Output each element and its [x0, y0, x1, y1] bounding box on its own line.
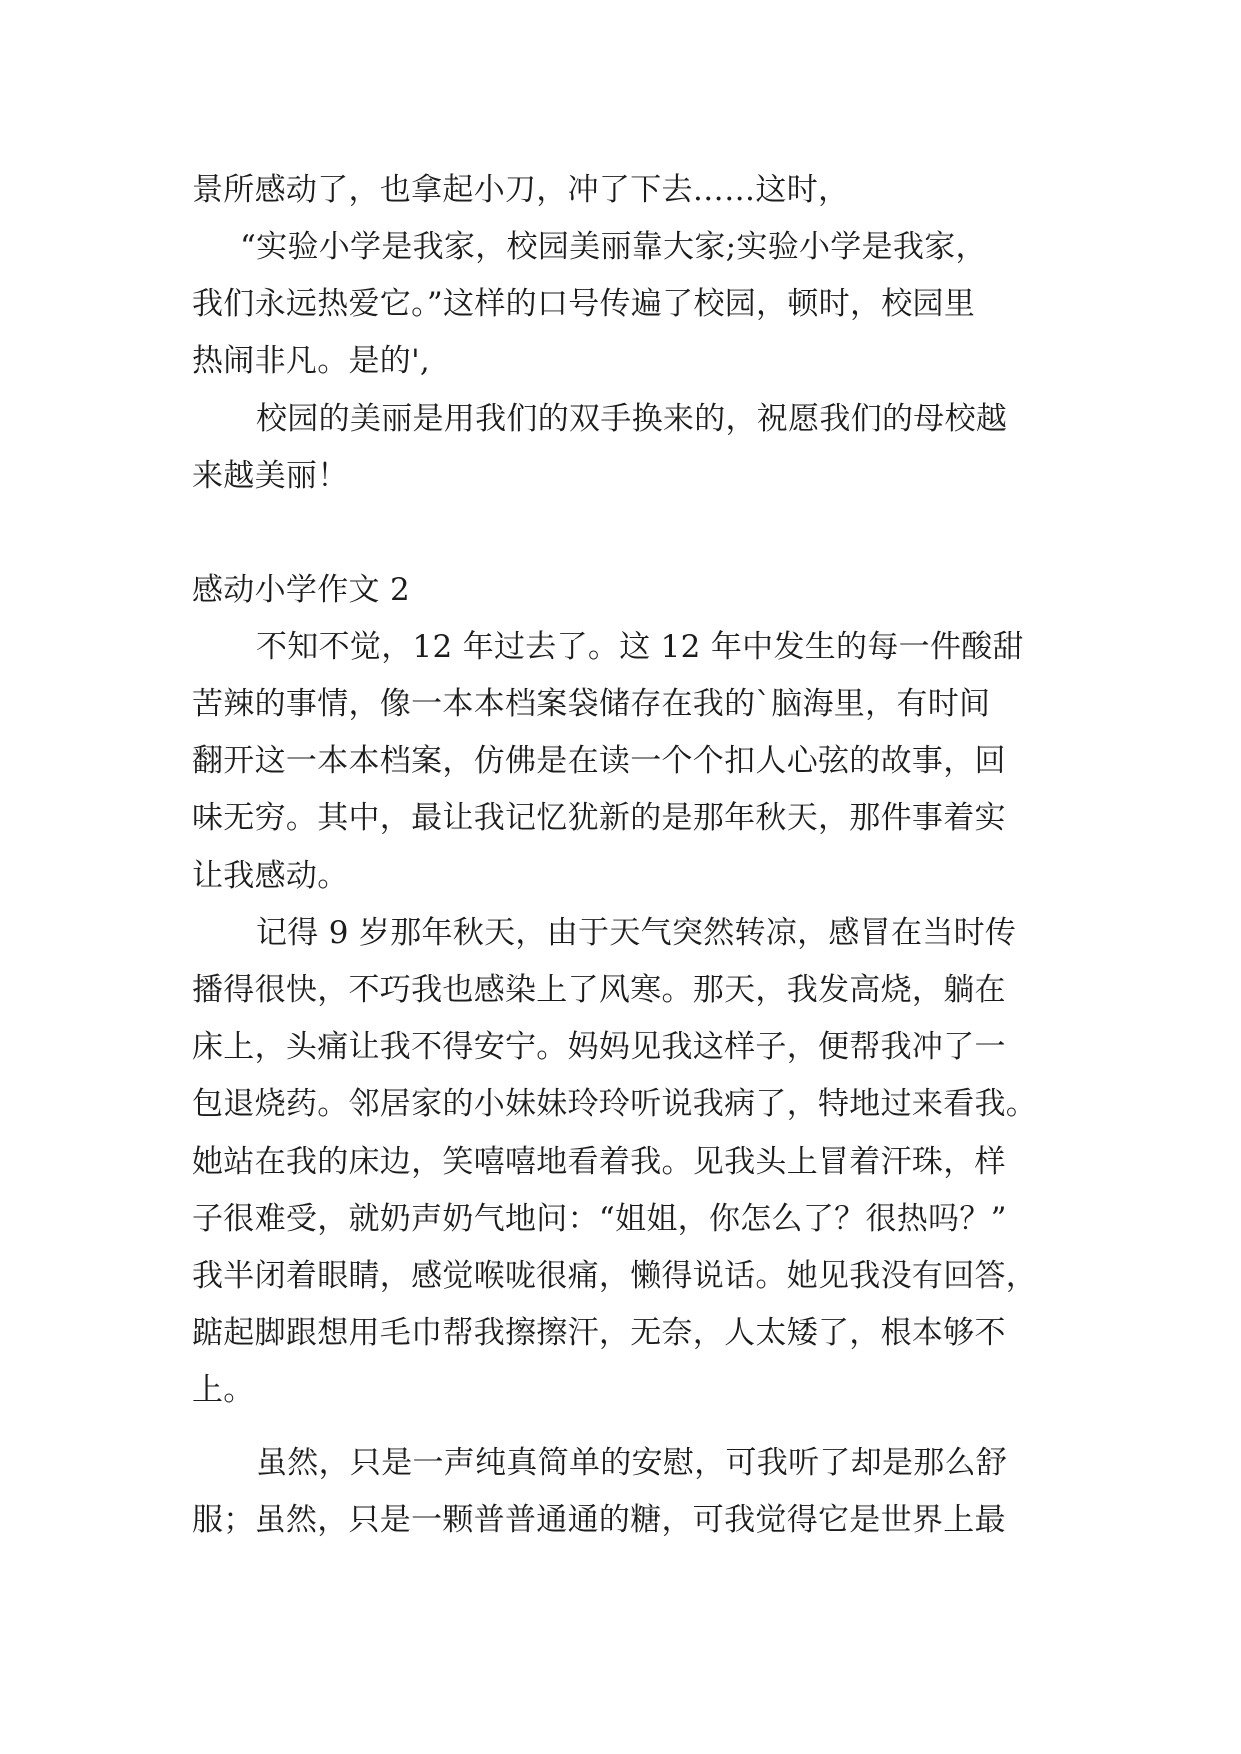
- text-line: 虽然，只是一声纯真简单的安慰，可我听了却是那么舒: [256, 1445, 1008, 1481]
- text-line: 子很难受，就奶声奶气地问：“姐姐，你怎么了？很热吗？”: [192, 1201, 1007, 1237]
- text-line: 包退烧药。邻居家的小妹妹玲玲听说我病了，特地过来看我。: [192, 1086, 1038, 1122]
- text-line: 我半闭着眼睛，感觉喉咙很痛，懒得说话。她见我没有回答，: [192, 1258, 1038, 1294]
- text-line: 让我感动。: [192, 858, 349, 894]
- text-line: 踮起脚跟想用毛巾帮我擦擦汗，无奈，人太矮了，根本够不: [192, 1315, 1006, 1351]
- text-line: “实验小学是我家，校园美丽靠大家;实验小学是我家，: [240, 229, 987, 265]
- section-heading: 感动小学作文 2: [192, 572, 410, 608]
- text-line: 热闹非凡。是的',: [192, 343, 431, 379]
- text-line: 上。: [192, 1372, 255, 1408]
- text-line: 不知不觉，12 年过去了。这 12 年中发生的每一件酸甜: [256, 629, 1024, 665]
- text-line: 味无穷。其中，最让我记忆犹新的是那年秋天，那件事着实: [192, 800, 1006, 836]
- text-line: 播得很快，不巧我也感染上了风寒。那天，我发高烧，躺在: [192, 972, 1006, 1008]
- text-line: 服；虽然，只是一颗普普通通的糖，可我觉得它是世界上最: [192, 1502, 1006, 1538]
- text-line: 记得 9 岁那年秋天，由于天气突然转凉，感冒在当时传: [256, 915, 1017, 951]
- text-line: 来越美丽！: [192, 458, 349, 494]
- text-line: 景所感动了，也拿起小刀，冲了下去……这时，: [192, 172, 850, 208]
- text-line: 她站在我的床边，笑嘻嘻地看着我。见我头上冒着汗珠，样: [192, 1144, 1006, 1180]
- text-line: 床上，头痛让我不得安宁。妈妈见我这样子，便帮我冲了一: [192, 1029, 1006, 1065]
- text-line: 我们永远热爱它。”这样的口号传遍了校园，顿时，校园里: [192, 286, 976, 322]
- text-line: 翻开这一本本档案，仿佛是在读一个个扣人心弦的故事，回: [192, 743, 1006, 779]
- text-line: 苦辣的事情，像一本本档案袋储存在我的`脑海里，有时间: [192, 686, 991, 722]
- text-line: 校园的美丽是用我们的双手换来的，祝愿我们的母校越: [256, 401, 1008, 437]
